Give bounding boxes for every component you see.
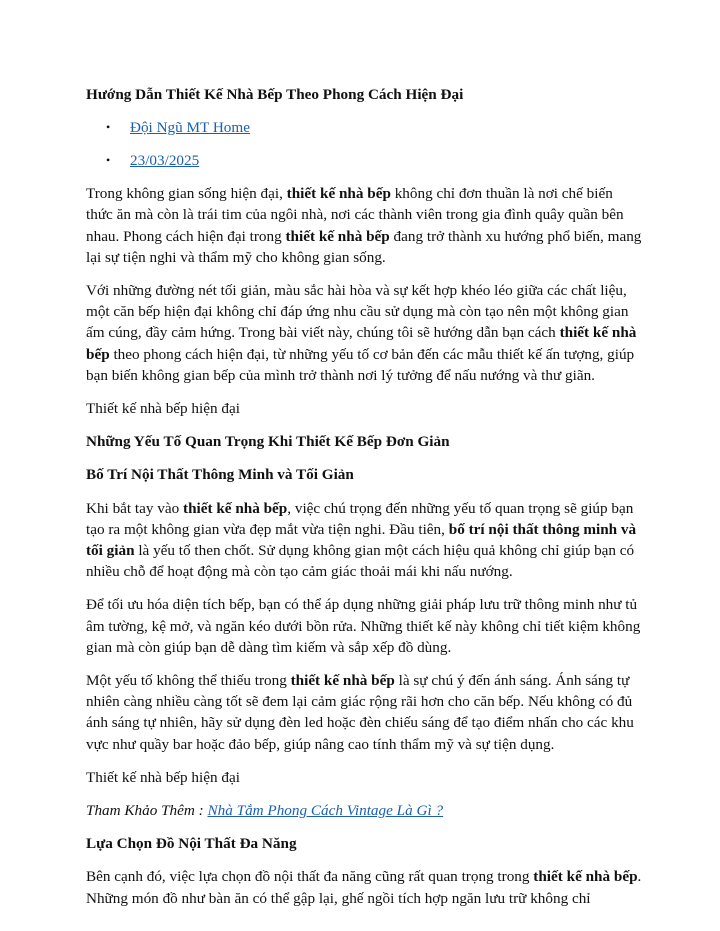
keyword-bold: thiết kế nhà bếp bbox=[86, 324, 637, 363]
meta-date-item bbox=[86, 150, 642, 171]
author-link[interactable]: Đội Ngũ MT Home bbox=[130, 119, 250, 137]
section-heading: Những Yếu Tố Quan Trọng Khi Thiết Kế Bếp Đơn Giản bbox=[86, 433, 450, 451]
meta-author-item bbox=[86, 117, 642, 138]
paragraph-overview bbox=[86, 280, 642, 386]
text: không chỉ đơn thuần là nơi chế biến thức ăn mà còn là trái tim của ngôi nhà, nơi các thành viên trong gia đình quây quần bên nhau. Phong cách hiện đại trong bbox=[86, 185, 624, 245]
keyword-bold: thiết kế nhà bếp bbox=[286, 185, 391, 203]
text: Một yếu tố không thể thiếu trong bbox=[86, 672, 291, 690]
paragraph-intro bbox=[86, 183, 642, 268]
date-link[interactable]: 23/03/2025 bbox=[130, 152, 200, 170]
keyword-bold: thiết kế nhà bếp bbox=[533, 868, 638, 886]
bullet-icon: • bbox=[106, 120, 111, 135]
subsection-heading-furniture: Lựa Chọn Đồ Nội Thất Đa Năng bbox=[86, 835, 297, 853]
text: . Những món đồ như bàn ăn có thể gập lại, ghế ngồi tích hợp ngăn lưu trữ không chỉ bbox=[86, 868, 642, 907]
text: đang trở thành xu hướng phổ biến, mang lại sự tiện nghi và thẩm mỹ cho không gian sống. bbox=[86, 227, 642, 266]
image-caption: Thiết kế nhà bếp hiện đại bbox=[86, 768, 240, 786]
text: Với những đường nét tối giản, màu sắc hài hòa và sự kết hợp khéo léo giữa các chất liệu, một căn bếp hiện đại không chỉ đáp ứng nhu cầu sử dụng mà còn tạo nên một không gian ấm cúng, đầy cảm hứng. Trong bài viết này, chúng tôi sẽ hướng dẫn bạn cách bbox=[86, 282, 629, 342]
article-meta-list bbox=[86, 117, 642, 171]
bullet-icon: • bbox=[106, 153, 111, 168]
text: Khi bắt tay vào bbox=[86, 499, 184, 517]
text: Bên cạnh đó, việc lựa chọn đồ nội thất đa năng cũng rất quan trọng trong bbox=[86, 868, 534, 886]
image-caption: Thiết kế nhà bếp hiện đại bbox=[86, 400, 240, 418]
subsection-heading-layout: Bố Trí Nội Thất Thông Minh và Tối Giản bbox=[86, 466, 354, 484]
paragraph-furniture bbox=[86, 866, 642, 908]
reference-prefix: Tham Khảo Thêm : bbox=[86, 802, 208, 820]
text: theo phong cách hiện đại, từ những yếu tố cơ bản đến các mẫu thiết kế ấn tượng, giúp bạn biến không gian bếp của mình trở thành nơi lý tưởng để nấu nướng và thư giãn. bbox=[86, 345, 635, 384]
text: Trong không gian sống hiện đại, bbox=[86, 185, 287, 203]
paragraph-storage: Để tối ưu hóa diện tích bếp, bạn có thể áp dụng những giải pháp lưu trữ thông minh như tủ âm tường, kệ mở, và ngăn kéo dưới bồn rửa. Những thiết kế này không chỉ tiết kiệm không gian mà còn giúp bạn dễ dàng tìm kiếm và sắp xếp đồ dùng. bbox=[86, 596, 641, 656]
paragraph-layout bbox=[86, 498, 642, 583]
keyword-bold: bố trí nội thất thông minh và tối giản bbox=[86, 520, 637, 560]
reference-link[interactable]: Nhà Tắm Phong Cách Vintage Là Gì ? bbox=[207, 802, 444, 820]
keyword-bold: thiết kế nhà bếp bbox=[290, 672, 395, 690]
keyword-bold: thiết kế nhà bếp bbox=[183, 499, 288, 517]
reference-line bbox=[86, 800, 642, 821]
article-title: Hướng Dẫn Thiết Kế Nhà Bếp Theo Phong Cách Hiện Đại bbox=[86, 86, 464, 103]
text: là yếu tố then chốt. Sử dụng không gian một cách hiệu quả không chỉ giúp bạn có nhiều chỗ để hoạt động mà còn tạo cảm giác thoải mái khi nấu nướng. bbox=[86, 542, 635, 581]
article-body bbox=[86, 84, 642, 921]
text: , việc chú trọng đến những yếu tố quan trọng sẽ giúp bạn tạo ra một không gian vừa đẹp mắt vừa tiện nghi. Đầu tiên, bbox=[86, 499, 634, 538]
text: là sự chú ý đến ánh sáng. Ánh sáng tự nhiên càng nhiều càng tốt sẽ đem lại cảm giác rộng rãi hơn cho căn bếp. Nếu không có đủ ánh sáng tự nhiên, hãy sử dụng đèn led hoặc đèn chiếu sáng để tạo điểm nhấn cho các khu vực như quầy bar hoặc đảo bếp, giúp nâng cao tính thẩm mỹ và sự tiện dụng. bbox=[86, 672, 634, 753]
keyword-bold: thiết kế nhà bếp bbox=[285, 227, 390, 245]
paragraph-lighting bbox=[86, 670, 642, 755]
